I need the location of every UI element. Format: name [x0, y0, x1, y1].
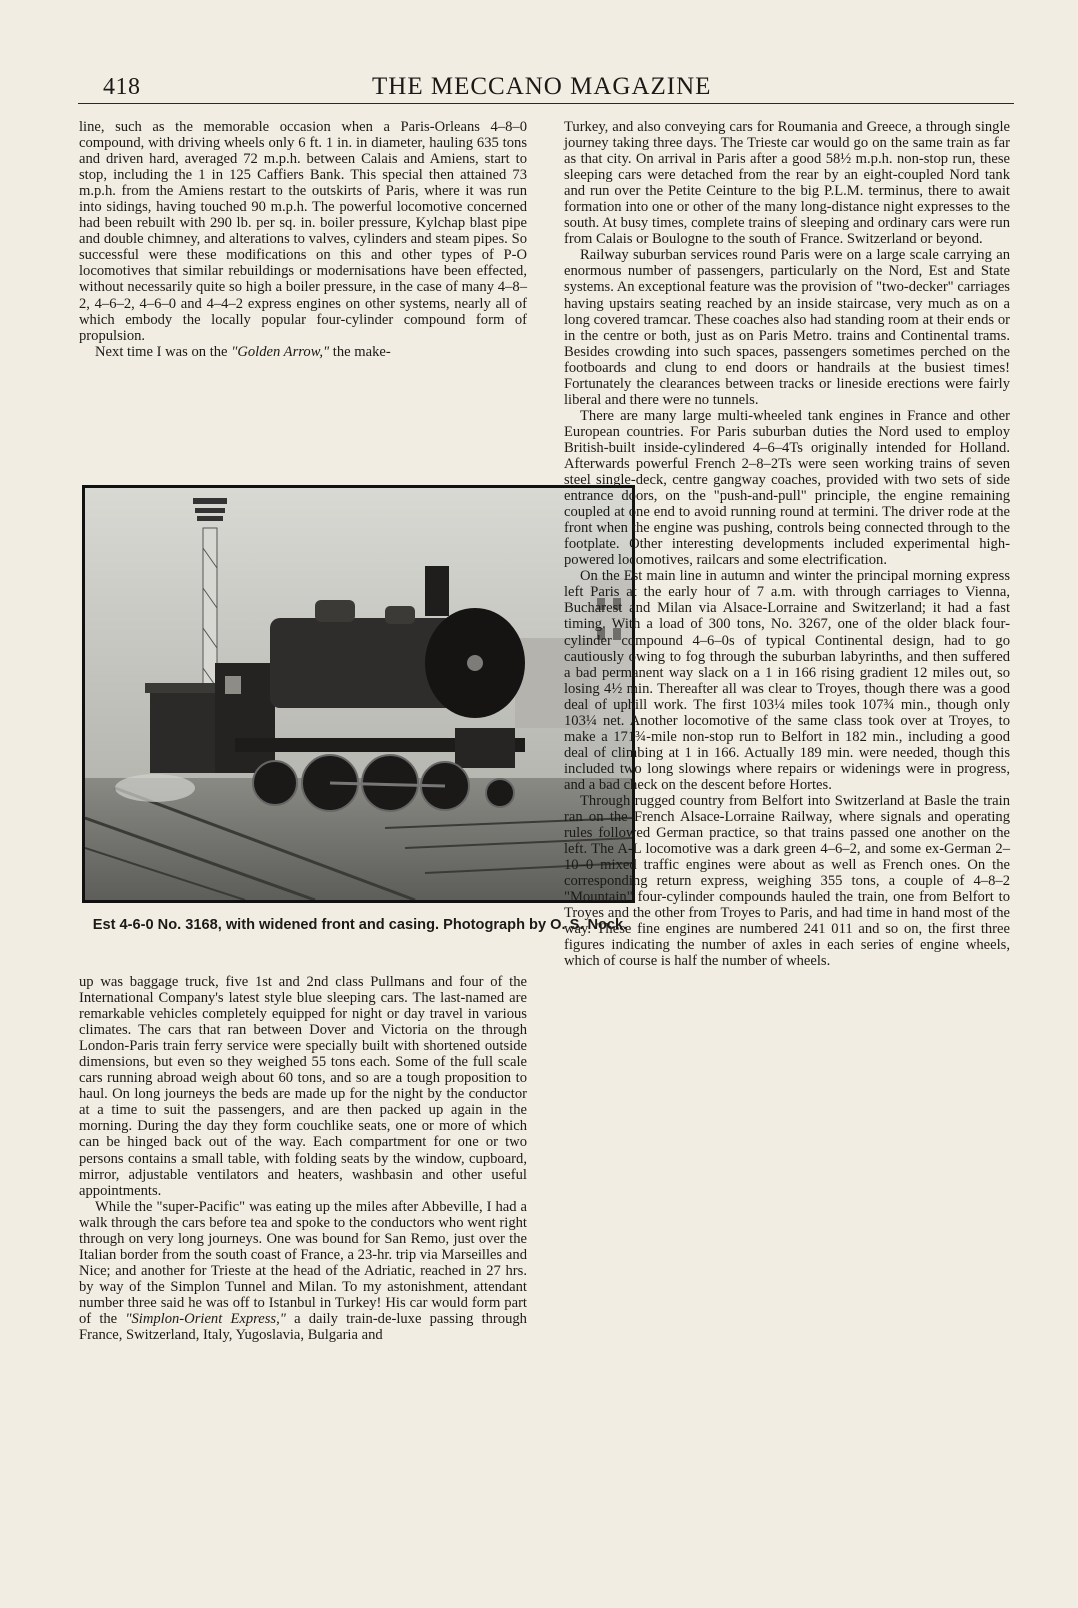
- locomotive-image: [85, 488, 632, 900]
- left-column-top: [79, 119, 527, 360]
- figure-caption: Est 4-6-0 No. 3168, with widened front and casing. Photograph by O. S. Nock.: [92, 917, 628, 933]
- paragraph: On the Est main line in autumn and winter the principal morning express left Paris at the early hour of 7 a.m. with through carriages to Vienna, Bucharest and Milan via Alsace-Lorraine and Switzerland; it had a fast timing. With a load of 300 tons, No. 3267, one of the older black four-cylinder compound 4–6–0s of typical Continental design, had to go cautiously owing to fog through the suburban labyrinths, and then suffered a bad permanent way slack on a 1 in 166 rising gradient 12 miles out, so losing 4½ min. Thereafter all was clear to Troyes, though there was a good deal of uphill work. The first 103¼ miles took 107¾ min., though only 103¼ net. Another locomotive of the same class took over at Troyes, to make a 171¾-mile non-stop run to Belfort in 182 min., including a good deal of climbing at 1 in 166. Actually 189 min. were needed, though this included two long slowings where repairs or widenings were in progress, and a bad check on the descent before Hortes.: [564, 568, 1010, 793]
- header-rule: [78, 103, 1014, 104]
- paragraph: Turkey, and also conveying cars for Roumania and Greece, a through single journey taking three days. The Trieste car would go on the same train as far as that city. On arrival in Paris after a good 58½ m.p.h. non-stop run, these sleeping cars were detached from the rear by an eight-coupled Nord tank and run over the Petite Ceinture to the big P.L.M. terminus, there to await formation into one or other of the many long-distance night expresses to the south. At busy times, complete trains of sleeping and ordinary cars were run from Calais or Boulogne to the south of France. Switzerland or beyond.: [564, 119, 1010, 248]
- paragraph: While the "super-Pacific" was eating up the miles after Abbeville, I had a walk through the cars before tea and spoke to the conductors who went right through on very long journeys. One was bound for San Remo, just over the Italian border from the south coast of France, a 23-hr. trip via Marseilles and Nice; and another for Trieste at the head of the Adriatic, reached in 27 hrs. by way of the Simplon Tunnel and Milan. To my astonishment, attendant number three said he was off to Istanbul in Turkey! His car would form part of the "Simplon-Orient Express," a daily train-de-luxe passing through France, Switzerland, Italy, Yugoslavia, Bulgaria and: [79, 1198, 527, 1344]
- paragraph: Railway suburban services round Paris were on a large scale carrying an enormous number of passengers, particularly on the Nord, Est and State systems. An exceptional feature was the provision of "two-decker" carriages having upstairs seating reached by an inside staircase, very much as on a long covered tramcar. These coaches also had standing room at their ends or in the centre or both, just as on Paris Metro. trains and Continental trams. Besides crowding into such spaces, passengers sometimes perched on the footboards and clung to end doors or handrails at the busiest times! Fortunately the clearances between tracks or lineside erections were fairly liberal and there were no tunnels.: [564, 247, 1010, 408]
- paragraph: There are many large multi-wheeled tank engines in France and other European countries. For Paris suburban duties the Nord used to employ British-built inside-cylindered 4–6–4Ts originally intended for Holland. Afterwards powerful French 2–8–2Ts were seen working trains of seven steel single-deck, centre gangway coaches, provided with two sets of side entrance doors, on the "push-and-pull" principle, the engine remaining coupled at one end to avoid running round at termini. The driver rode at the front when the engine was pushing, controls being connected through to the footplate. Other interesting developments included experimental high-powered locomotives, railcars and some electrification.: [564, 407, 1010, 569]
- right-column: [564, 119, 1010, 969]
- locomotive-photograph: [82, 485, 635, 903]
- left-column-bottom: [79, 974, 527, 1343]
- paragraph: Next time I was on the "Golden Arrow," the make-: [95, 343, 391, 360]
- page-number: 418: [103, 74, 141, 100]
- paragraph: up was baggage truck, five 1st and 2nd class Pullmans and four of the International Company's latest style blue sleeping cars. The last-named are remarkable vehicles completely equipped for night or day travel in various climates. The cars that ran between Dover and Victoria on the through London-Paris train ferry service were specially built with shortened outside dimensions, but even so they weighed 55 tons each. Some of the full scale cars running abroad weigh about 60 tons, and so are a tough proposition to haul. On long journeys the beds are made up for the night by the conductor at a time to suit the passengers, and are then packed up again in the morning. During the day they form couchlike seats, one or more of which can be hinged back out of the way. Each compartment for one or two persons contains a small table, with folding seats by the window, cupboard, mirror, adjustable ventilators and heaters, washbasin and other useful appointments.: [79, 974, 527, 1199]
- paragraph: line, such as the memorable occasion when a Paris-Orleans 4–8–0 compound, with driving wheels only 6 ft. 1 in. in diameter, hauling 635 tons and driven hard, averaged 72 m.p.h. between Calais and Amiens, start to stop, including the 1 in 125 Caffiers Bank. This special then attained 73 m.p.h. from the Amiens restart to the outskirts of Paris, where it was run into sidings, having touched 90 m.p.h. The powerful locomotive concerned had been rebuilt with 290 lb. per sq. in. boiler pressure, Kylchap blast pipe and double chimney, and alterations to valves, cylinders and steam pipes. So successful were these modifications on this and other types of P-O locomotives that similar rebuildings or modernisations have been effected, without necessarily quite so high a boiler pressure, in the case of many 4–8–2, 4–6–2, 4–6–0 and 4–4–2 express engines on other systems, nearly all of which embody the locally popular four-cylinder compound form of propulsion.: [79, 119, 527, 344]
- paragraph: Through rugged country from Belfort into Switzerland at Basle the train ran on the French Alsace-Lorraine Railway, where signals and operating rules followed German practice, so that trains passed one another on the left. The A-L locomotive was a dark green 4–6–2, and some ex-German 2–10–0 mixed traffic engines were about as well as French ones. On the corresponding return express, weighing 355 tons, a couple of 4–8–2 "Mountain" four-cylinder compounds hauled the train, one from Belfort to Troyes and the other from Troyes to Paris, and had time in hand most of the way. These fine engines are numbered 241 011 and so on, the first three figures indicating the number of axles in each series of engine wheels, which of course is half the number of wheels.: [564, 792, 1010, 970]
- page-title: THE MECCANO MAGAZINE: [372, 73, 712, 100]
